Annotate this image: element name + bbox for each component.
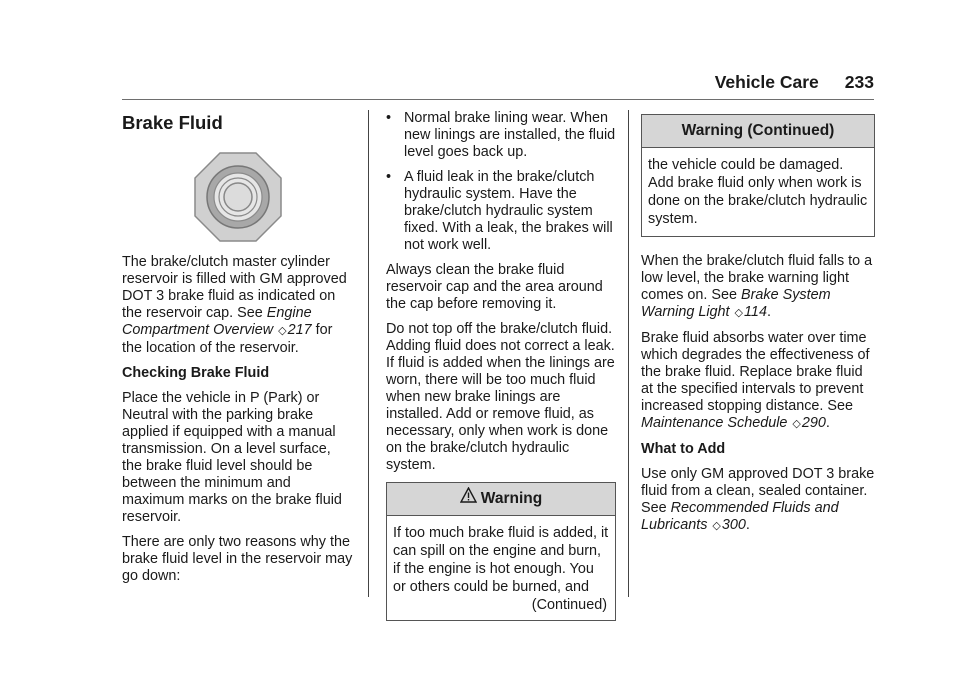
- text: .: [766, 304, 771, 320]
- text: The brake/clutch master cylinder reservoir is filled with GM approved DOT 3 brake fluid as indicated on the reservoir cap. See: [122, 254, 347, 321]
- paragraph-reservoir-info: [122, 254, 354, 357]
- xref-maintenance-schedule[interactable]: Maintenance Schedule: [641, 415, 788, 431]
- brake-fluid-reservoir-cap-icon: [194, 152, 282, 242]
- warning-continued-box: [641, 114, 875, 237]
- section-title: Brake Fluid: [122, 112, 223, 133]
- paragraph-clean-cap: Always clean the brake fluid reservoir cap and the area around the cap before removing it.: [386, 262, 603, 312]
- text: for the location of the reservoir.: [122, 322, 333, 356]
- xref-page[interactable]: 217: [287, 322, 312, 338]
- text: .: [745, 517, 750, 533]
- continued-label: (Continued): [531, 597, 607, 613]
- xref-engine-compartment[interactable]: Engine Compartment Overview: [122, 305, 312, 338]
- xref-recommended-fluids[interactable]: Recommended Fluids and Lubricants: [641, 500, 839, 533]
- reservoir-cap-figure: [122, 152, 354, 244]
- xref-page[interactable]: 114: [744, 304, 767, 320]
- paragraph-low-level: [641, 253, 875, 322]
- column-2: [386, 110, 616, 631]
- warning-header: [387, 483, 615, 516]
- warning-box: [386, 482, 616, 621]
- list-item: [386, 169, 616, 254]
- bullet-dot: •: [386, 169, 392, 185]
- subheading-what-to-add: What to Add: [641, 441, 726, 457]
- column-divider-2: [628, 110, 629, 597]
- paragraph-absorbs-water: [641, 330, 875, 433]
- header-title: Vehicle Care: [714, 72, 819, 92]
- bullet-dot: •: [386, 110, 392, 126]
- page-ref-arrow-icon: ◇: [734, 307, 743, 319]
- warning-continued-body: [642, 148, 874, 236]
- page-ref-arrow-icon: ◇: [792, 418, 801, 430]
- paragraph-reasons: There are only two reasons why the brake fluid level in the reservoir may go down:: [122, 534, 353, 584]
- list-item: [386, 110, 616, 161]
- xref-page[interactable]: 300: [721, 517, 746, 533]
- text: Brake fluid absorbs water over time which degrades the effectiveness of the brake fluid. Replace brake fluid at the specified intervals to prevent increased stopping distance. See: [641, 330, 870, 414]
- column-divider-1: [368, 110, 369, 597]
- warning-text: the vehicle could be damaged.: [648, 157, 844, 173]
- header-rule: [122, 99, 874, 100]
- xref-page[interactable]: 290: [801, 415, 826, 431]
- page-number: 233: [844, 72, 874, 92]
- bullet-text: A fluid leak in the brake/clutch hydraulic system. Have the brake/clutch hydraulic system fixed. With a leak, the brakes will not work well.: [404, 169, 613, 253]
- column-1: [122, 110, 354, 593]
- paragraph-top-off: Do not top off the brake/clutch fluid. Adding fluid does not correct a leak. If fluid is added when the linings are worn, there will be too much fluid when new brake linings are installed. Add or remove fluid, as necessary, only when work is done on the brake/clutch hydraulic system.: [386, 321, 615, 473]
- paragraph-what-to-add: [641, 466, 875, 535]
- column-3: [641, 110, 875, 543]
- warning-continued-header: Warning (Continued): [642, 115, 874, 148]
- text: .: [825, 415, 830, 431]
- bullet-text: Normal brake lining wear. When new linings are installed, the fluid level goes back up.: [404, 110, 616, 160]
- warning-text: If too much brake fluid is added, it can spill on the engine and burn, if the engine is hot enough. You or others could be burned, and: [393, 525, 609, 595]
- warning-triangle-icon: [460, 483, 477, 515]
- warning-body: [387, 516, 615, 620]
- page-ref-arrow-icon: ◇: [278, 325, 287, 337]
- subheading-checking: Checking Brake Fluid: [122, 365, 270, 381]
- xref-brake-warning-light[interactable]: Brake System Warning Light: [641, 287, 831, 320]
- page-ref-arrow-icon: ◇: [712, 520, 721, 532]
- paragraph-checking: Place the vehicle in P (Park) or Neutral with the parking brake applied if equipped with a manual transmission. On a level surface, the brake fluid level should be between the minimum and maximum marks on the brake fluid reservoir.: [122, 390, 342, 525]
- text: Use only GM approved DOT 3 brake fluid from a clean, sealed container. See: [641, 466, 875, 516]
- warning-text: Add brake fluid only when work is done on the brake/clutch hydraulic system.: [648, 175, 868, 227]
- text: When the brake/clutch fluid falls to a low level, the brake warning light comes on. See: [641, 253, 873, 303]
- warning-title: Warning: [480, 490, 543, 508]
- page-header: [715, 72, 874, 92]
